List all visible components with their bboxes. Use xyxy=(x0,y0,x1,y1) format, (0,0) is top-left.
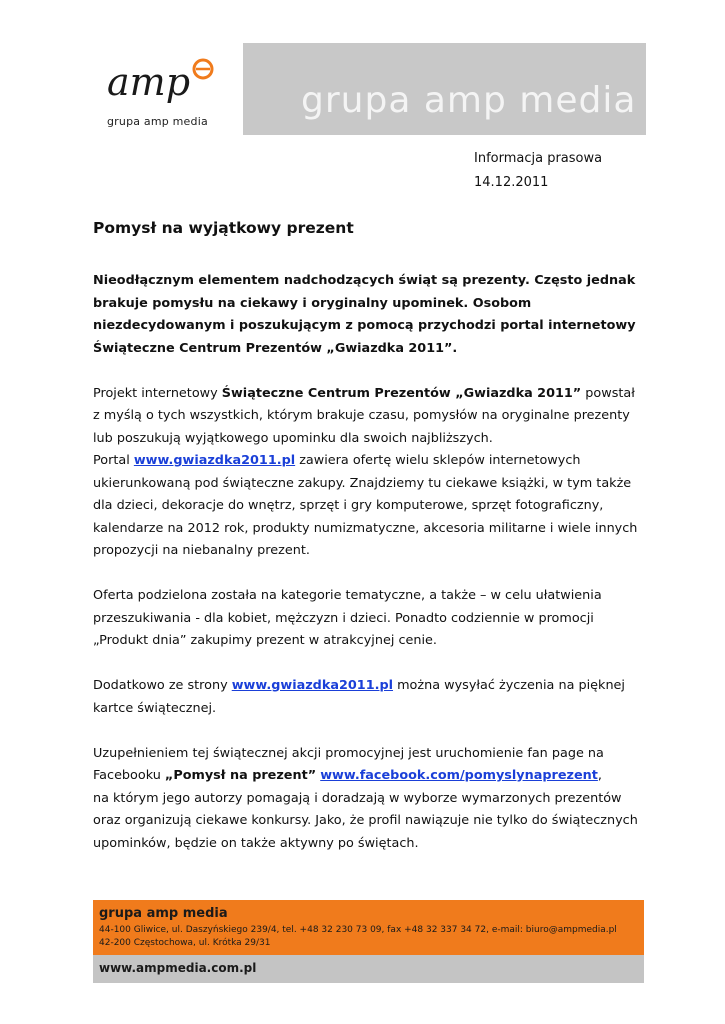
page-title: Pomysł na wyjątkowy prezent xyxy=(93,219,354,237)
footer-contact xyxy=(93,900,644,955)
logo xyxy=(93,43,243,135)
press-date: 14.12.2011 xyxy=(474,175,549,190)
facebook-link[interactable]: www.facebook.com/pomyslynaprezent xyxy=(320,768,598,783)
logo-text: amp xyxy=(107,60,191,104)
paragraph-3: Oferta podzielona została na kategorie tematyczne, a także – w celu ułatwienia przeszukiwania - dla kobiet, mężczyzn i dzieci. Ponadto codziennie w promocji „Produkt dnia” zakupimy prezent w atrakcyjnej cenie. xyxy=(93,588,602,648)
footer-company: grupa amp media xyxy=(99,906,228,921)
press-label: Informacja prasowa xyxy=(474,151,603,166)
logo-subtitle: grupa amp media xyxy=(107,115,208,128)
letterhead xyxy=(93,43,646,135)
paragraph-1: Projekt internetowy Świąteczne Centrum Prezentów „Gwiazdka 2011” powstał z myślą o tych wszystkich, którym brakuje czasu, pomysłów na oryginalne prezenty lub poszukują wyjątkowego upominku dla swoich najbliższych. xyxy=(93,385,635,446)
press-meta xyxy=(474,147,602,195)
brand-title: grupa amp media xyxy=(301,80,637,121)
article-body xyxy=(93,270,638,855)
footer-address-2: 42-200 Częstochowa, ul. Krótka 29/31 xyxy=(99,938,271,948)
gwiazdka-link-2[interactable]: www.gwiazdka2011.pl xyxy=(231,678,394,693)
footer xyxy=(93,900,644,983)
paragraph-4: Dodatkowo ze strony www.gwiazdka2011.pl można wysyłać życzenia na pięknej kartce świątecznej. xyxy=(93,678,625,716)
amp-logo-icon xyxy=(103,49,223,115)
gwiazdka-link[interactable]: www.gwiazdka2011.pl xyxy=(133,453,296,468)
paragraph-5: Uzupełnieniem tej świątecznej akcji promocyjnej jest uruchomienie fan page na Facebooku „Pomysł na prezent” www.facebook.com/pomyslynaprezent, na którym jego autorzy pomagają i doradzają w wyborze wymarzonych prezentów oraz organizują ciekawe konkursy. Jako, że profil nawiązuje nie tylko do świątecznych upominków, będzie on także aktywny po świętach. xyxy=(93,745,638,851)
footer-web xyxy=(93,955,644,983)
paragraph-2: Portal www.gwiazdka2011.pl zawiera ofertę wielu sklepów internetowych ukierunkowaną pod świąteczne zakupy. Znajdziemy tu ciekawe książki, w tym także dla dzieci, dekoracje do wnętrz, sprzęt i gry komputerowe, sprzęt fotograficzny, kalendarze na 2012 rok, produkty numizmatyczne, akcesoria militarne i wiele innych propozycji na niebanalny prezent. xyxy=(93,453,638,558)
footer-url[interactable]: www.ampmedia.com.pl xyxy=(99,961,257,975)
footer-address-1: 44-100 Gliwice, ul. Daszyńskiego 239/4, tel. +48 32 230 73 09, fax +48 32 337 34 72, e-mail: biuro@ampmedia.pl xyxy=(99,925,617,935)
lead-paragraph: Nieodłącznym elementem nadchodzących świąt są prezenty. Często jednak brakuje pomysłu na ciekawy i oryginalny upominek. Osobom niezdecydowanym i poszukującym z pomocą przychodzi portal internetowy Świąteczne Centrum Prezentów „Gwiazdka 2011”. xyxy=(93,273,636,356)
